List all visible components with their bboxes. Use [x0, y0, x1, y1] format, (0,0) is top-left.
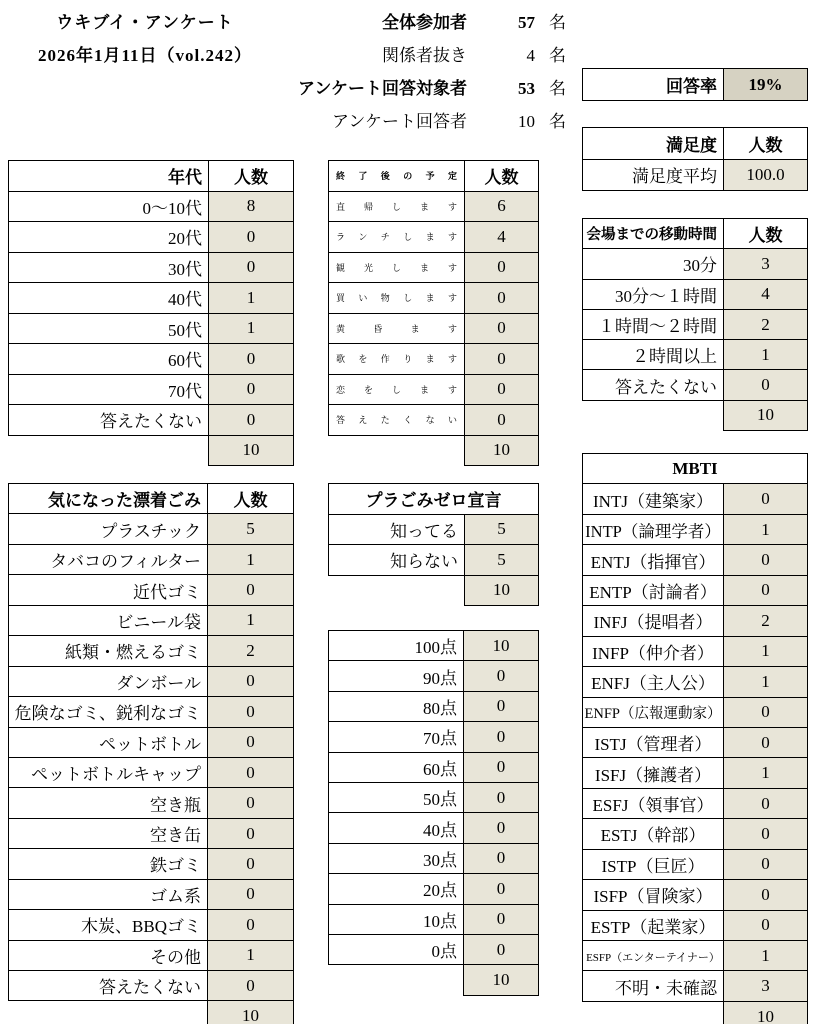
cell-value: 0 [724, 727, 808, 757]
cell-value: 1 [724, 340, 808, 370]
cell-value: 0 [724, 819, 808, 849]
stat-value: 57 [518, 13, 535, 32]
cell-label: 回答率 [583, 69, 724, 101]
cell-label: 40代 [9, 283, 209, 314]
cell-label: ISTP（巨匠） [583, 849, 724, 879]
cell-value: 1 [208, 544, 294, 574]
stat-unit: 名 [549, 46, 566, 65]
cell-value: 1 [208, 605, 294, 635]
cell-label: ESFP（エンターテイナー） [583, 941, 724, 971]
cell-label: ENFP（広報運動家） [583, 697, 724, 727]
cell-empty [583, 400, 724, 430]
stat-row-excluded [287, 39, 577, 72]
cell-value: 2 [724, 309, 808, 339]
cell-label: 20代 [9, 222, 209, 253]
cell-value: 0 [208, 666, 294, 696]
cell-value: 3 [724, 249, 808, 279]
cell-label: 木炭、BBQゴミ [9, 910, 208, 940]
cell-label: 黄昏ます [329, 313, 465, 344]
cell-value: 0 [724, 575, 808, 605]
cell-value: 0 [208, 575, 294, 605]
cell-label: 70代 [9, 374, 209, 405]
page-title: ウキブイ・アンケート [56, 13, 234, 32]
cell-label: 20点 [329, 874, 464, 904]
stat-label: 全体参加者 [382, 13, 467, 32]
cell-label: INTJ（建築家） [583, 484, 724, 514]
cell-value: 5 [208, 514, 294, 544]
cell-value: 0 [208, 818, 294, 848]
cell-value: 1 [209, 283, 294, 314]
age-table [8, 160, 294, 466]
stat-value: 10 [518, 112, 535, 131]
table-header-value: 人数 [209, 161, 294, 192]
cell-value: 0 [208, 879, 294, 909]
table-header-label: 満足度 [583, 128, 724, 160]
sheet-table [328, 630, 539, 996]
stat-unit: 名 [549, 13, 566, 32]
table-header-value: 人数 [724, 219, 808, 249]
cell-value: 0 [464, 691, 539, 721]
cell-value: 1 [724, 941, 808, 971]
cell-value: 4 [724, 279, 808, 309]
cell-label: 0～10代 [9, 191, 209, 222]
cell-value: 3 [724, 971, 808, 1001]
cell-value: 0 [208, 697, 294, 727]
table-header: MBTI [583, 454, 808, 484]
cell-label: 30分 [583, 249, 724, 279]
stat-label: 関係者抜き [382, 46, 467, 65]
stat-unit: 名 [549, 79, 566, 98]
cell-label: ISTJ（管理者） [583, 727, 724, 757]
cell-empty [9, 1001, 208, 1024]
cell-value: 10 [464, 631, 539, 661]
cell-label: ISFP（冒険家） [583, 880, 724, 910]
cell-value: 1 [724, 514, 808, 544]
sheet-table [8, 483, 294, 1024]
cell-value: 0 [724, 910, 808, 940]
cell-label: ENFJ（主人公） [583, 667, 724, 697]
cell-label: 30点 [329, 843, 464, 873]
table-header-label: 終了後の予定 [329, 161, 465, 192]
after-plans-table [328, 160, 539, 466]
plastic-zero-table [328, 483, 539, 606]
cell-empty [9, 435, 209, 466]
cell-value: 0 [208, 910, 294, 940]
cell-label: 不明・未確認 [583, 971, 724, 1001]
cell-label: ペットボトルキャップ [9, 757, 208, 787]
cell-value: 0 [208, 971, 294, 1001]
cell-value: 0 [465, 344, 539, 375]
satisfaction-table [582, 127, 808, 191]
cell-value: 0 [465, 405, 539, 436]
cell-value: 1 [724, 667, 808, 697]
table-header-label: 気になった漂着ごみ [9, 484, 208, 514]
cell-total: 10 [724, 1001, 808, 1024]
cell-label: 50代 [9, 313, 209, 344]
cell-value: 2 [208, 636, 294, 666]
cell-value: 0 [464, 782, 539, 812]
cell-label: 直帰します [329, 191, 465, 222]
cell-label: 観光します [329, 252, 465, 283]
cell-label: INFJ（提唱者） [583, 606, 724, 636]
cell-value: 0 [208, 788, 294, 818]
participant-stats [287, 6, 577, 138]
cell-label: ２時間以上 [583, 340, 724, 370]
cell-label: 40点 [329, 813, 464, 843]
cell-label: ESTJ（幹部） [583, 819, 724, 849]
stat-value: 4 [526, 46, 535, 65]
cell-value: 0 [724, 545, 808, 575]
cell-value: 4 [465, 222, 539, 253]
table-header: プラごみゼロ宣言 [329, 484, 539, 515]
table-header-label: 年代 [9, 161, 209, 192]
table-header-value: 人数 [724, 128, 808, 160]
cell-value: 0 [464, 934, 539, 964]
cell-empty [329, 435, 465, 466]
sheet-table [582, 218, 808, 431]
cell-label: プラスチック [9, 514, 208, 544]
cell-label: 鉄ゴミ [9, 849, 208, 879]
cell-value: 0 [464, 661, 539, 691]
response-rate-table [582, 68, 808, 101]
cell-label: 答えたくない [329, 405, 465, 436]
cell-value: 0 [464, 752, 539, 782]
cell-label: INTP（論理学者） [583, 514, 724, 544]
cell-value: 0 [209, 405, 294, 436]
cell-value: 0 [465, 374, 539, 405]
travel-time-table [582, 218, 808, 431]
cell-label: ESFJ（領事官） [583, 788, 724, 818]
cell-label: 空き缶 [9, 818, 208, 848]
table-header-value: 人数 [208, 484, 294, 514]
cell-value: 0 [464, 813, 539, 843]
cell-label: 答えたくない [9, 405, 209, 436]
cell-value: 0 [209, 252, 294, 283]
cell-value: 1 [724, 758, 808, 788]
cell-value: 19% [724, 69, 808, 101]
cell-total: 10 [465, 435, 539, 466]
sheet-table [328, 160, 539, 466]
cell-label: 50点 [329, 782, 464, 812]
cell-value: 0 [464, 722, 539, 752]
cell-label: 60点 [329, 752, 464, 782]
cell-label: 90点 [329, 661, 464, 691]
cell-value: 0 [465, 283, 539, 314]
cell-label: 買い物します [329, 283, 465, 314]
cell-value: 0 [208, 727, 294, 757]
cell-label: 30分～１時間 [583, 279, 724, 309]
stat-label: アンケート回答対象者 [298, 79, 467, 98]
cell-label: ENTP（討論者） [583, 575, 724, 605]
cell-value: 0 [208, 849, 294, 879]
cell-label: 60代 [9, 344, 209, 375]
cell-value: 0 [464, 874, 539, 904]
cell-label: 10点 [329, 904, 464, 934]
mbti-table [582, 453, 808, 1024]
cell-label: 恋をします [329, 374, 465, 405]
sheet-table [8, 160, 294, 466]
cell-label: 100点 [329, 631, 464, 661]
cell-value: 100.0 [724, 159, 808, 191]
litter-table [8, 483, 294, 1024]
cell-label: １時間～２時間 [583, 309, 724, 339]
cell-value: 1 [208, 940, 294, 970]
cell-label: ENTJ（指揮官） [583, 545, 724, 575]
score-table [328, 630, 539, 996]
cell-total: 10 [465, 575, 539, 606]
cell-value: 0 [465, 252, 539, 283]
cell-label: ゴム系 [9, 879, 208, 909]
page-date: 2026年1月11日（vol.242） [37, 46, 253, 65]
sheet-table [582, 453, 808, 1024]
cell-label: ダンボール [9, 666, 208, 696]
cell-label: 満足度平均 [583, 159, 724, 191]
cell-value: 0 [465, 313, 539, 344]
cell-label: 答えたくない [583, 370, 724, 400]
cell-label: 0点 [329, 934, 464, 964]
cell-label: 30代 [9, 252, 209, 283]
cell-value: 8 [209, 191, 294, 222]
cell-label: ESTP（起業家） [583, 910, 724, 940]
cell-empty [329, 965, 464, 995]
cell-value: 0 [724, 697, 808, 727]
cell-value: 5 [465, 514, 539, 545]
stat-label: アンケート回答者 [332, 112, 467, 131]
title-block [0, 6, 290, 72]
cell-label: 紙類・燃えるゴミ [9, 636, 208, 666]
cell-value: 0 [724, 788, 808, 818]
cell-label: 危険なゴミ、鋭利なゴミ [9, 697, 208, 727]
cell-value: 0 [724, 880, 808, 910]
stat-row-total-participants [287, 6, 577, 39]
stat-row-survey-target [287, 72, 577, 105]
cell-value: 0 [208, 757, 294, 787]
cell-value: 0 [209, 222, 294, 253]
cell-label: 70点 [329, 722, 464, 752]
cell-empty [329, 575, 465, 606]
cell-label: 歌を作ります [329, 344, 465, 375]
cell-value: 2 [724, 606, 808, 636]
cell-value: 1 [209, 313, 294, 344]
cell-label: ビニール袋 [9, 605, 208, 635]
sheet-table [328, 483, 539, 606]
cell-label: 空き瓶 [9, 788, 208, 818]
cell-label: 知ってる [329, 514, 465, 545]
cell-value: 0 [464, 904, 539, 934]
cell-label: ランチします [329, 222, 465, 253]
cell-label: 近代ゴミ [9, 575, 208, 605]
table-header-value: 人数 [465, 161, 539, 192]
cell-value: 0 [209, 374, 294, 405]
cell-value: 6 [465, 191, 539, 222]
cell-value: 0 [464, 843, 539, 873]
cell-value: 0 [209, 344, 294, 375]
cell-label: 答えたくない [9, 971, 208, 1001]
cell-value: 0 [724, 370, 808, 400]
cell-total: 10 [724, 400, 808, 430]
cell-label: 80点 [329, 691, 464, 721]
cell-value: 5 [465, 545, 539, 576]
cell-label: INFP（仲介者） [583, 636, 724, 666]
table-header-label: 会場までの移動時間 [583, 219, 724, 249]
stat-value: 53 [518, 79, 535, 98]
cell-total: 10 [209, 435, 294, 466]
cell-label: タバコのフィルター [9, 544, 208, 574]
sheet-table [582, 127, 808, 191]
cell-label: 知らない [329, 545, 465, 576]
cell-total: 10 [208, 1001, 294, 1024]
stat-unit: 名 [549, 112, 566, 131]
stat-row-respondents [287, 105, 577, 138]
cell-value: 0 [724, 849, 808, 879]
sheet-table [582, 68, 808, 101]
cell-total: 10 [464, 965, 539, 995]
cell-value: 1 [724, 636, 808, 666]
cell-label: ISFJ（擁護者） [583, 758, 724, 788]
cell-empty [583, 1001, 724, 1024]
cell-label: ペットボトル [9, 727, 208, 757]
cell-value: 0 [724, 484, 808, 514]
cell-label: その他 [9, 940, 208, 970]
